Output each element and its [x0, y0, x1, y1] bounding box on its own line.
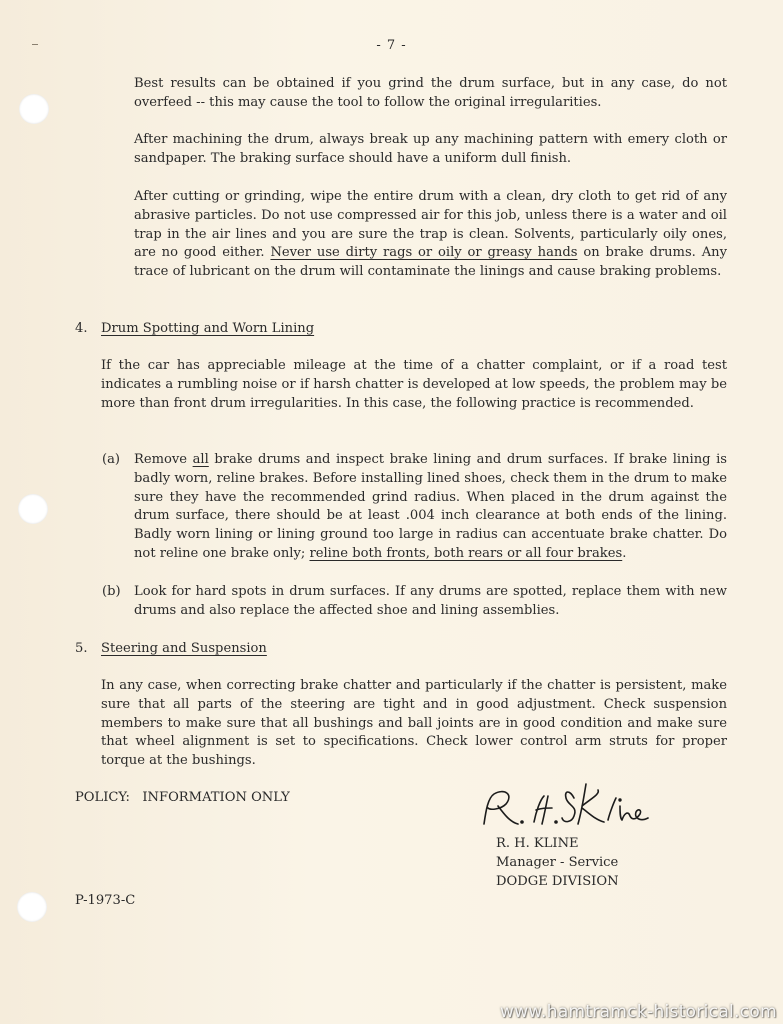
paragraph-cleaning-text: After cutting or grinding, wipe the entire drum with a clean, dry cloth to get rid of any abrasive particles. Do not use compressed air for this job, unless there is a water and oil trap in the air lines and you are sure the trap is clean. Solvents, particularly oily ones, are no good either. [134, 189, 727, 261]
item-a-emphasis: all [192, 452, 209, 467]
signature-block [496, 834, 619, 891]
section-4-heading: Drum Spotting and Worn Lining [101, 321, 315, 336]
signatory-title: Manager - Service [496, 855, 619, 870]
item-a-warning: reline both fronts, both rears or all four brakes [309, 545, 623, 561]
paragraph-cleaning [134, 188, 727, 282]
paragraph-cleaning-warning: Never use dirty rags or oily or greasy hands [270, 245, 578, 261]
section-4-number: 4. [75, 321, 88, 336]
binder-hole [19, 94, 49, 124]
section-5-text: In any case, when correcting brake chatter and particularly if the chatter is persistent, make sure that all parts of the steering are tight and in good adjustment. Check suspension members to make sure that all bushings and ball joints are in good condition and make sure that wheel alignment is set to specifications. Check lower control arm struts for proper torque at the bushings. [101, 678, 727, 769]
section-5-number: 5. [75, 641, 88, 656]
page-number: - 7 - [376, 38, 407, 53]
signatory-name: R. H. KLINE [496, 836, 579, 851]
item-a-text [134, 451, 727, 564]
handwritten-signature [474, 776, 654, 836]
paragraph-grinding: Best results can be obtained if you grind the drum surface, but in any case, do not overfeed -- this may cause the tool to follow the original irregularities. [134, 76, 727, 110]
item-b-text: Look for hard spots in drum surfaces. If any drums are spotted, replace them with new drums and also replace the affected shoe and lining assemblies. [134, 584, 727, 618]
signatory-division: DODGE DIVISION [496, 874, 619, 889]
binder-hole [17, 892, 47, 922]
section-5-heading: Steering and Suspension [101, 641, 267, 656]
document-code: P-1973-C [75, 893, 136, 908]
watermark: www.hamtramck-historical.com [500, 1002, 777, 1022]
paragraph-machining: After machining the drum, always break up any machining pattern with emery cloth or sandpaper. The braking surface should have a uniform dull finish. [134, 132, 727, 166]
item-a-text-1: Remove [134, 452, 193, 467]
item-b-label: (b) [102, 584, 121, 599]
paragraph-cleaning-text-end: on brake drums. Any trace of lubricant on the drum will contaminate the linings and cause braking problems. [134, 245, 727, 280]
item-a-label: (a) [102, 452, 121, 467]
section-4-intro: If the car has appreciable mileage at the time of a chatter complaint, or if a road test indicates a rumbling noise or if harsh chatter is developed at low speeds, the problem may be more than front drum irregularities. In this case, the following practice is recommended. [101, 358, 727, 411]
binder-hole [18, 494, 48, 524]
item-a-text-2: brake drums and inspect brake lining and drum surfaces. If brake lining is badly worn, reline brakes. Before installing lined shoes, check them in the drum to make sure they have the recommended grind radius. When placed in the drum against the drum surface, there should be at least .004 inch clearance at both ends of the lining. Badly worn lining or lining ground too large in radius can accentuate brake chatter. Do not reline one brake only; [134, 452, 727, 561]
policy-line: POLICY: INFORMATION ONLY [75, 790, 290, 805]
item-a-text-3: . [622, 545, 627, 561]
